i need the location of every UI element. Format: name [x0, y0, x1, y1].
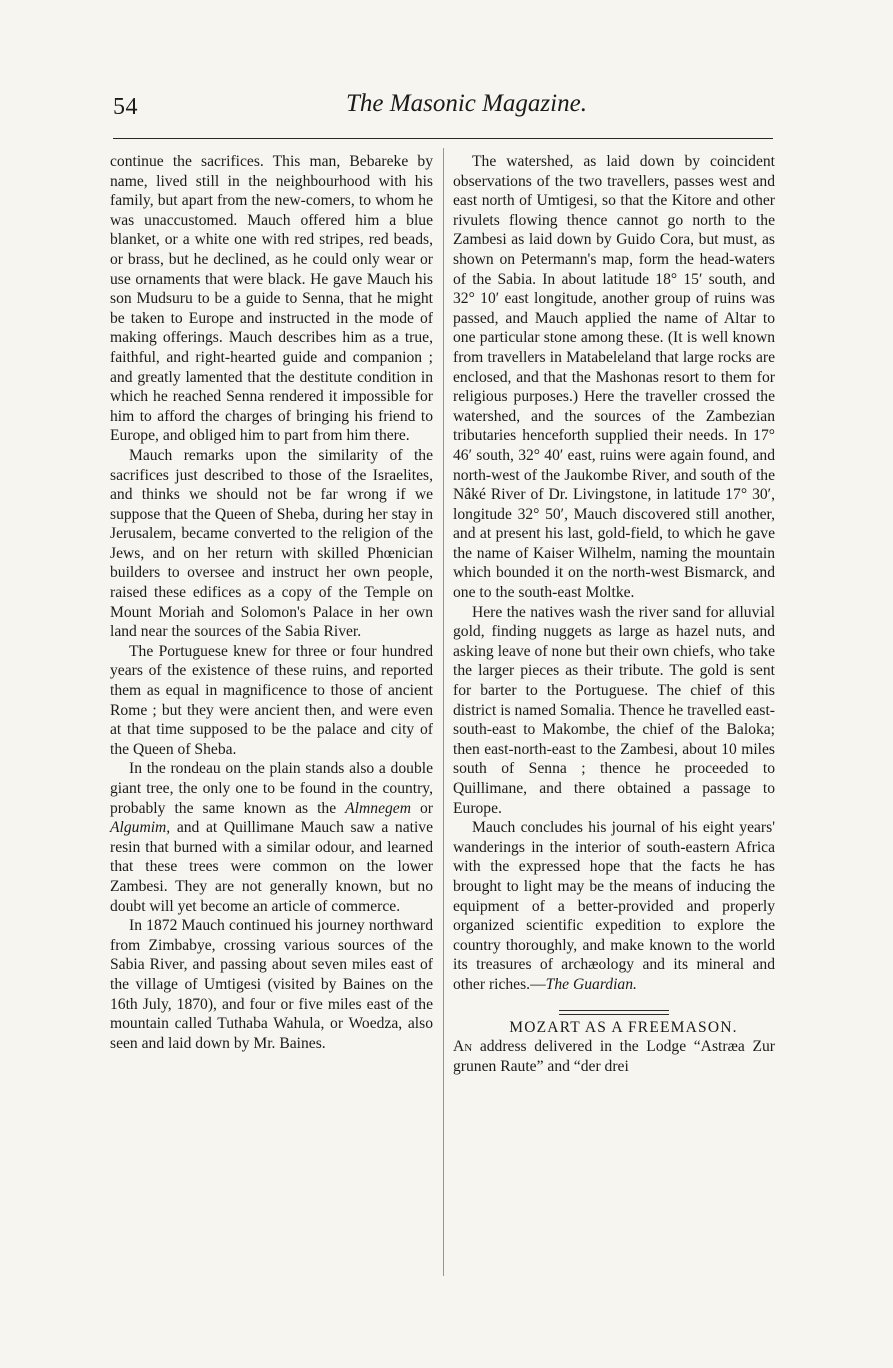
italic-term: Almnegem	[345, 799, 411, 817]
page-number: 54	[113, 94, 138, 120]
paragraph: In 1872 Mauch continued his journey northward from Zimbabye, crossing various sources of the Sabia River, and passing about seven miles east of the village of Umtigesi (visited by Baines on the 16th July, 1870), and four or five miles east of the mountain called Tuthaba Wahula, or Woedza, also seen and laid down by Mr. Baines.	[110, 917, 433, 1052]
running-title: The Masonic Magazine.	[346, 90, 587, 117]
paragraph: Mauch remarks upon the similarity of the sacrifices just described to those of the Israelites, and thinks we should not be far wrong if we suppose that the Queen of Sheba, during her stay in Jerusalem, became converted to the religion of the Jews, and on her return with skilled Phœnician builders to oversee and instruct her own people, raised these edifices as a copy of the Temple on Mount Moriah and Solomon's Palace in her own land near the sources of the Sabia River.	[110, 446, 433, 641]
paragraph	[110, 759, 433, 916]
paragraph	[453, 1037, 775, 1076]
column-divider	[443, 148, 444, 1276]
text-run: or	[410, 799, 433, 817]
paragraph	[453, 818, 775, 994]
text-run: Mauch concludes his journal of his eight years' wanderings in the interior of south-eastern Africa with the expressed hope that the facts he has brought to light may be the means of inducing the equipment of a better-provided and properly organized scientific expedition to explore the country thoroughly, and make known to the world its treasures of archæology and its mineral and other riches.—	[453, 819, 775, 993]
section-separator	[559, 1010, 669, 1015]
paragraph: Here the natives wash the river sand for alluvial gold, finding nuggets as large as hazel nuts, and asking leave of none but their own chiefs, who take the larger pieces as their tribute. The gold is sent for barter to the Portuguese. The chief of this district is named Somalia. Thence he travelled east-south-east to Makombe, the chief of the Baloka; then east-north-east to the Zambesi, about 10 miles south of Senna ; thence he proceeded to Quillimane, and there obtained a passage to Europe.	[453, 603, 775, 817]
lead-word: An	[453, 1038, 473, 1056]
text-run: In the rondeau on the plain stands also a double giant tree, the only one to be found in the country, probably the same known as the	[110, 760, 433, 817]
right-column	[453, 152, 775, 1076]
paragraph: The Portuguese knew for three or four hundred years of the existence of these ruins, and reported them as equal in magnificence to those of ancient Rome ; but they were ancient then, and were even at that time supposed to be the palace and city of the Queen of Sheba.	[110, 642, 433, 758]
paragraph: continue the sacrifices. This man, Bebareke by name, lived still in the neighbourhood with his family, but apart from the new-comers, to whom he was unaccustomed. Mauch offered him a blue blanket, or a white one with red stripes, red beads, or brass, but he declined, as he could only wear or use ornaments that were black. He gave Mauch his son Mudsuru to be a guide to Senna, that he might be taken to Europe and instructed in the mode of making offerings. Mauch describes him as a true, faithful, and right-hearted guide and companion ; and greatly lamented that the destitute condition in which he reached Senna rendered it impossible for him to afford the charges of bringing his friend to Europe, and obliged him to part from him there.	[110, 153, 433, 445]
text-run: address delivered in the Lodge “Astræa Zur grunen Raute” and “der drei	[453, 1038, 775, 1075]
header-rule	[113, 138, 773, 139]
section-title: MOZART AS A FREEMASON.	[509, 1018, 738, 1036]
italic-term: Algumim,	[110, 819, 171, 837]
source-attribution: The Guardian.	[545, 975, 637, 993]
left-column	[110, 152, 433, 1053]
paragraph: The watershed, as laid down by coincident observations of the two travellers, passes west and east north of Umtigesi, so that the Kitore and other rivulets flowing thence cannot go north to the Zambesi as laid down by Guido Cora, but must, as shown on Petermann's map, form the head-waters of the Sabia. In about latitude 18° 15′ south, and 32° 10′ east longitude, another group of ruins was passed, and Mauch applied the name of Altar to one particular stone among these. (It is well known from travellers in Matabeleland that large rocks are enclosed, and that the Mashonas resort to them for religious purposes.) Here the traveller crossed the watershed, and the sources of the Zambezian tributaries henceforth supplied their needs. In 17° 46′ south, 32° 40′ east, ruins were again found, and north-west of the Jaukombe River, and south of the Nâké River of Dr. Livingstone, in latitude 17° 30′, longitude 32° 50′, Mauch discovered still another, and at present his last, gold-field, to which he gave the name of Kaiser Wilhelm, naming the mountain which bounded it on the north-west Bismarck, and one to the south-east Moltke.	[453, 153, 775, 602]
text-run: and at Quillimane Mauch saw a native resin that burned with a similar odour, and learned that these trees were common on the lower Zambesi. They are not generally known, but no doubt will yet become an article of commerce.	[110, 819, 433, 915]
